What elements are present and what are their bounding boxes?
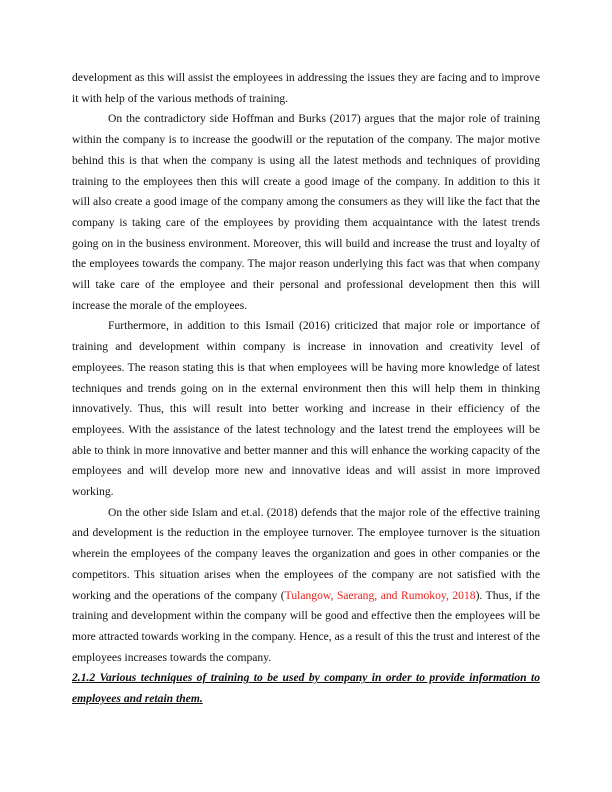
citation-link: Tulangow, Saerang, and Rumokoy, 2018 [284, 588, 476, 602]
paragraph-ismail: Furthermore, in addition to this Ismail (2016) criticized that major role or importance of training and development within company is increase in innovation and creativity level of employees. The reason stating this is that when employees will be having more knowledge of latest techniques and trends going on in the external environment then this will help them in thinking innovatively. Thus, this will result into better working and increase in their efficiency of the employees. With the assistance of the latest technology and the latest trend the employees will be able to think in more innovative and better manner and this will enhance the working capacity of the employees and will develop more new and innovative ideas and will assist in more improved working. [72, 319, 540, 499]
paragraph-continuation: development as this will assist the employees in addressing the issues they are facing and to improve it with help of the various methods of training. [72, 71, 540, 105]
paragraph-islam-text-before: On the other side Islam and et.al. (2018) defends that the major role of the effective training and development is the reduction in the employee turnover. The employee turnover is the situation wherein the employees of the company leaves the organization and goes in other companies or the competitors. This situation arises when the employees of the company are not satisfied with the working and the operations of the company ( [72, 505, 540, 602]
document-page [72, 68, 540, 710]
paragraph-hoffman-burks: On the contradictory side Hoffman and Burks (2017) argues that the major role of training within the company is to increase the goodwill or the reputation of the company. The major motive behind this is that when the company is using all the latest methods and techniques of providing training to the employees then this will create a good image of the company. In addition to this it will also create a good image of the company among the consumers as they will like the fact that the company is taking care of the employees by providing them acquaintance with the latest trends going on in the business environment. Moreover, this will build and increase the trust and loyalty of the employees towards the company. The major reason underlying this fact was that when company will take care of the employee and their personal and professional development then this will increase the morale of the employees. [72, 112, 540, 312]
paragraph-islam-text-after: ). Thus, if the training and development within the company will be good and effective then the employees will be more attracted towards working in the company. Hence, as a result of this the trust and interest of the employees increases towards the company. [72, 588, 541, 664]
section-heading: 2.1.2 Various techniques of training to be used by company in order to provide information to employees and retain them. [72, 671, 540, 706]
paragraph-islam [72, 503, 540, 669]
